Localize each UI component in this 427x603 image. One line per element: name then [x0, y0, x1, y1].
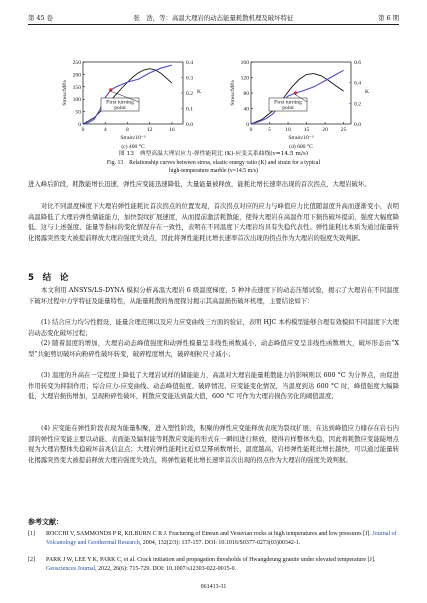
y-axis-label: Stress/MPa — [62, 80, 68, 106]
annotation-line-1: First turning — [106, 99, 134, 106]
x-tick-label: 16 — [169, 127, 175, 133]
x-tick-label: 20 — [322, 127, 328, 133]
plot-frame — [83, 62, 183, 124]
y-right-tick-label: 0.4 — [354, 80, 361, 87]
y-tick-label: 0 — [246, 122, 249, 128]
reference-journal-link[interactable]: Journal of Volcanology and Geothermal Research — [46, 531, 397, 546]
annotation-line-2: point — [114, 105, 126, 111]
reference-text: PARK J W, LEE Y K, PARK C, et al. Crack initiation and propagation thresholds of Hwangdeung granite under elevated temperature [J]. — [46, 557, 376, 563]
x-tick-label: 10 — [285, 127, 291, 133]
reference-journal-link[interactable]: Geosciences Journal — [46, 565, 96, 572]
plot-frame — [251, 62, 351, 124]
y-tick-label: 50 — [75, 109, 81, 116]
y-right-tick-label: 0.6 — [354, 60, 361, 66]
x-tick-label: 5 — [268, 127, 271, 133]
paragraph-1: 进入峰后阶段，耗散能增长迅速，弹性应变能迅速降低，大量能量被释放，能耗比增长速率出现的首次拐点，大理岩破坏。 — [28, 181, 371, 188]
figure-13 — [55, 56, 385, 150]
header-rule — [28, 24, 399, 25]
y-right-tick-label: 0.2 — [354, 101, 361, 108]
x-tick-label: 4 — [103, 127, 107, 133]
x-tick-label: 15 — [303, 127, 310, 133]
y-tick-label: 150 — [72, 84, 81, 91]
x-tick-label: 25 — [340, 127, 347, 133]
paragraph-2: 对比不同温度梯度下大理岩弹性能耗比首次拐点的位置发现，首次拐点对应的应力与峰值应力比值随温度升高而逐渐变小，表明高温降低了大理岩弹性储能能力，加快裂纹扩展速度，从而提前激活耗散能，使得大理岩在高温作用下损伤破坏提前，强度大幅度降低。这与上述强度、能量等指标的变化情况存在一致性，表明在不同温度下大理岩均具有失稳代表性。弹性能耗比本质为通过能量转化揭露突然变大被提前释放大理岩强度失效点，因此将弹性能耗比增长速率首次出现的拐点作为大理岩的强度失效判据。 — [28, 203, 399, 242]
y-tick-label: 0 — [78, 122, 81, 128]
reference-item — [28, 530, 399, 547]
x-tick-label: 0 — [249, 127, 253, 133]
y-tick-label: 250 — [72, 60, 81, 66]
y-axis-label: Stress/MPa — [230, 80, 236, 106]
x-tick-label: 0 — [81, 127, 85, 133]
y-right-tick-label: 0.4 — [186, 60, 193, 66]
issue-label: 第 6 期 — [378, 14, 399, 22]
reference-number: [2] — [28, 557, 35, 563]
y-right-tick-label: 0.2 — [186, 91, 193, 97]
y-tick-label: 120 — [240, 75, 249, 82]
reference-number: [1] — [28, 531, 35, 537]
panel-label: (d) 600 °C — [289, 144, 313, 150]
y-tick-label: 100 — [72, 97, 81, 104]
y-right-tick-label: 0.1 — [186, 106, 193, 113]
x-tick-label: 12 — [146, 127, 153, 133]
annotation-line-1: First turning — [274, 99, 302, 106]
conclusion-3: (3) 温度的升高在一定程度上降低了大理岩试样的储能能力，高温对大理岩能量耗散能力的影响则以 600 °C 为分界点，由促进作用转变为抑制作用；综合应力-应变曲线、动态峰值强度、破碎情况、应变能变化情况，当温度到达 600 °C 时，峰值强度大幅降低，大理岩损伤增加，呈现粉碎性破坏，耗散应变能达到最大值，600 °C 可作为大理岩损伤劣化的阈值温度； — [28, 372, 399, 401]
figure-caption-cn: 图 13 典型高温大理岩应力-弹性能耗比 (K)-应变关系曲线(v=14.5 m/s) — [118, 151, 309, 157]
references-heading: 参考文献： — [28, 518, 63, 526]
figure-caption-en-1: Fig. 13 Relationship curves between stress, elastic energy ratio (K) and strain for a typical — [106, 160, 321, 166]
reference-text: ROCCHI V, SAMMONDS P R, KILBURN C R J. Fracturing of Etnean and Vesuvian rocks at high temperatures and low pressures [J]. — [46, 531, 371, 537]
ratio-series-line — [251, 70, 344, 124]
y-right-axis-label: K — [196, 89, 202, 95]
reference-item — [28, 556, 399, 573]
volume-label: 第 45 卷 — [28, 14, 53, 22]
conclusion-1: (1) 结合应力均匀性假设、能量合理范围以及应力应变曲线三方面的验证，表明 HJC 本构模型能够合理有效模拟不同温度下大理岩动态变化破坏过程； — [28, 319, 399, 337]
x-tick-label: 8 — [126, 127, 129, 133]
conclusion-4: (4) 应变能在弹性阶段表现为能量积聚，进入塑性阶段，积聚的弹性应变能释放表现为裂纹扩展，在达到峰值应力储存在岩石内部的弹性应变能主要以动能、表面能及辐射能等耗散应变能的形式在一瞬间进行释放，使得岩样整体失稳，因此将耗散应变能陡增点视为大理岩整体失稳破坏前兆信息点；大理岩弹性能耗比近似呈幂函数增长，温度越高，岩样弹性能耗比增长越快，可以通过能量转化揭露突然变大被提前释放大理岩强度失效点，将弹性能耗比增长速率首次出现的拐点作为大理岩的强度失效判据。 — [28, 425, 399, 464]
conclusion-2: (2) 随着温度的增加，大理岩动态峰值强度和动弹性模量呈非线性函数减小，动态峰值应变呈非线性函数增大，破坏形态由“X 型”共轭剪切破坏向粉碎性破坏转变，破碎程度增大，破碎细粒尺寸减小； — [28, 340, 399, 358]
y-right-tick-label: 0.0 — [354, 122, 361, 128]
x-axis-label: Strain/10⁻³ — [288, 135, 314, 141]
page-footer: 061413-11 — [200, 584, 227, 590]
annotation-line-2: point — [282, 105, 294, 111]
panel-label: (c) 400 °C — [121, 144, 145, 150]
y-right-tick-label: 0.0 — [186, 122, 193, 128]
ratio-series-line — [83, 65, 172, 124]
paragraph-3: 本文利用 ANSYS/LS-DYNA 模拟分析高温大理岩 6 级温度梯度、5 种冲击速度下的动态压缩试验，揭示了大理岩在不同温度下破坏过程中力学特征及能量特性，从能量耗散的角度探讨揭示其高温损伤破坏机理，主要结论如下： — [28, 287, 399, 305]
y-tick-label: 80 — [243, 91, 249, 97]
turning-point-marker — [294, 91, 297, 94]
section-title: 5 结 论 — [28, 273, 69, 283]
reference-tail: , 2022, 26(6): 715-729. DOI: 10.1007/s12303-022-0015-0. — [95, 565, 237, 572]
y-right-tick-label: 0.3 — [186, 75, 193, 82]
reference-tail: , 2004, 132(2/3): 137-157. DOI: 10.1016/S0377-0273(03)00342-1. — [139, 539, 301, 546]
y-tick-label: 40 — [243, 106, 249, 113]
y-right-axis-label: K — [364, 89, 370, 95]
authors-title: 张 浩，等：高温大理岩的动态能量耗散机理及破坏特征 — [133, 14, 294, 22]
figure-caption-en-2: high-temperature marble (v=14.5 m/s) — [169, 168, 258, 174]
y-tick-label: 200 — [72, 72, 81, 79]
y-tick-label: 160 — [240, 60, 249, 66]
x-axis-label: Strain/10⁻³ — [120, 135, 146, 141]
